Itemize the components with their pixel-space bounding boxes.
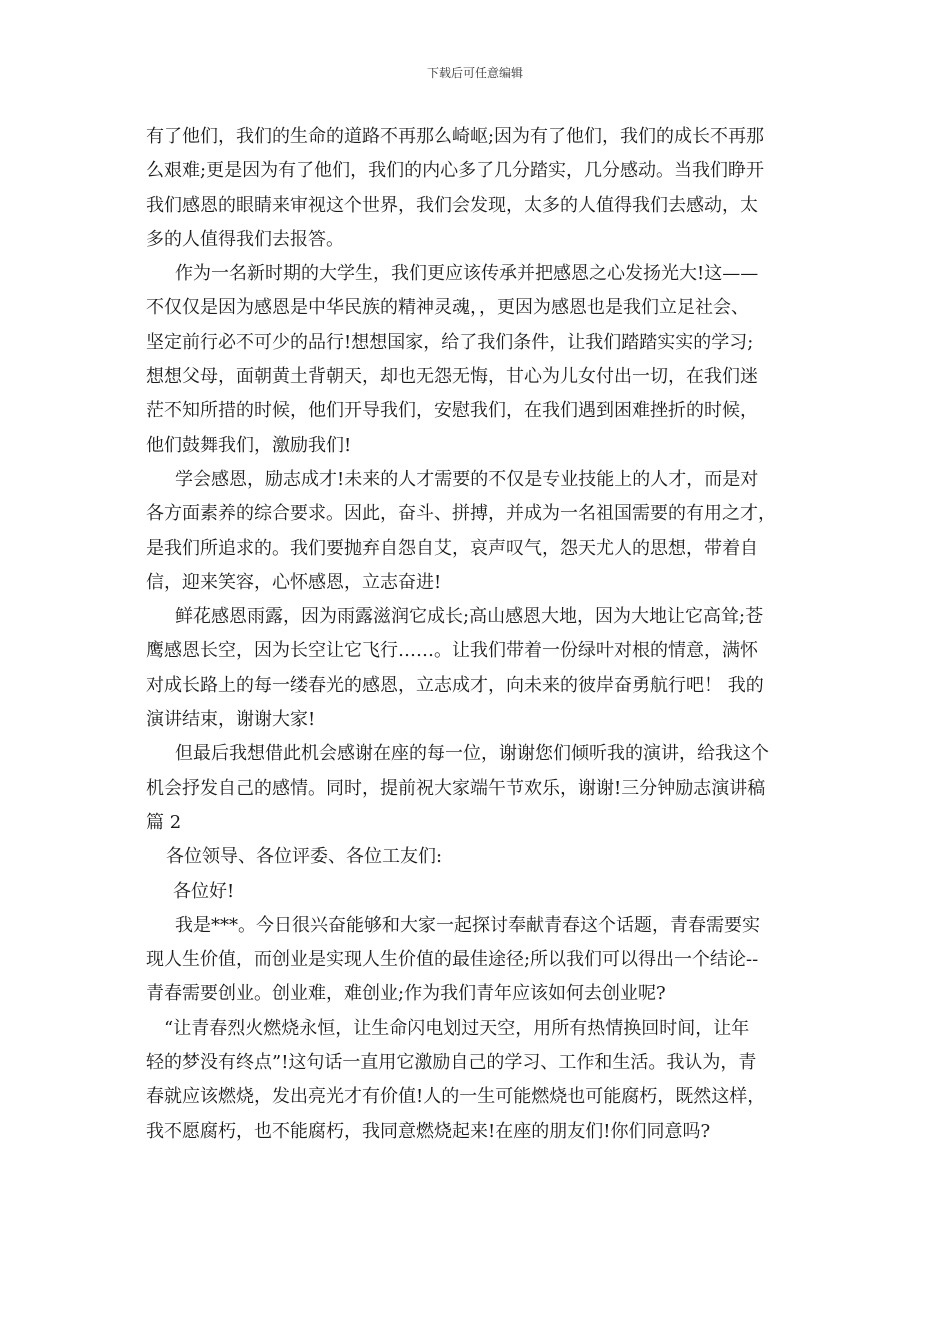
text-line: 各位好! [173, 880, 235, 902]
page-header: 下载后可任意编辑 [426, 66, 523, 80]
text-line: 么艰难;更是因为有了他们，我们的内心多了几分踏实，几分感动。当我们睁开 [146, 160, 765, 182]
text-line: 坚定前行必不可少的品行!想想国家，给了我们条件，让我们踏踏实实的学习; [146, 331, 754, 353]
text-line: 但最后我想借此机会感谢在座的每一位，谢谢您们倾听我的演讲，给我这个 [175, 743, 769, 765]
text-line: 对成长路上的每一缕春光的感恩，立志成才，向未来的彼岸奋勇航行吧！ 我的 [146, 674, 764, 696]
text-line: 多的人值得我们去报答。 [146, 228, 344, 250]
text-line: 作为一名新时期的大学生，我们更应该传承并把感恩之心发扬光大!这—— [175, 263, 759, 285]
text-line: 有了他们，我们的生命的道路不再那么崎岖;因为有了他们，我们的成长不再那 [146, 126, 765, 147]
text-line: 鲜花感恩雨露，因为雨露滋润它成长;高山感恩大地，因为大地让它高耸;苍 [175, 606, 764, 628]
document-body [146, 120, 806, 1149]
text-line: 不仅仅是因为感恩是中华民族的精神灵魂，，更因为感恩也是我们立足社会、 [146, 297, 749, 319]
text-line: 现人生价值，而创业是实现人生价值的最佳途径;所以我们可以得出一个结论-- [146, 949, 759, 971]
text-line: 青春需要创业。创业难，难创业;作为我们青年应该如何去创业呢? [146, 983, 666, 1005]
text-line: 机会抒发自己的感情。同时，提前祝大家端午节欢乐，谢谢!三分钟励志演讲稿 [146, 777, 766, 799]
text-line: 各方面素养的综合要求。因此，奋斗、拼搏，并成为一名祖国需要的有用之才， [146, 503, 776, 525]
text-line: 信，迎来笑容，心怀感恩，立志奋进! [146, 571, 442, 593]
text-line: 篇 2 [146, 811, 182, 833]
text-line: 想想父母，面朝黄土背朝天，却也无怨无悔，甘心为儿女付出一切，在我们迷 [146, 366, 758, 388]
text-line: 各位领导、各位评委、各位工友们: [166, 846, 443, 868]
text-line: “让青春烈火燃烧永恒，让生命闪电划过天空，用所有热情换回时间，让年 [164, 1017, 750, 1039]
text-line: 我不愿腐朽，也不能腐朽，我同意燃烧起来!在座的朋友们!你们同意吗? [146, 1120, 711, 1142]
text-line: 他们鼓舞我们，激励我们! [146, 434, 352, 456]
text-line: 茫不知所措的时候，他们开导我们，安慰我们，在我们遇到困难挫折的时候， [146, 400, 758, 422]
text-line: 演讲结束，谢谢大家! [146, 709, 316, 731]
text-line: 我们感恩的眼睛来审视这个世界，我们会发现，太多的人值得我们去感动，太 [146, 194, 758, 216]
text-line: 春就应该燃烧，发出亮光才有价值!人的一生可能燃烧也可能腐朽，既然这样， [146, 1086, 766, 1108]
text-line: 学会感恩，励志成才!未来的人才需要的不仅是专业技能上的人才，而是对 [175, 468, 759, 490]
text-line: 鹰感恩长空，因为长空让它飞行……。让我们带着一份绿叶对根的情意，满怀 [146, 640, 758, 662]
text-line: 我是***。今日很兴奋能够和大家一起探讨奉献青春这个话题，青春需要实 [175, 914, 760, 936]
text-line: 轻的梦没有终点”!这句话一直用它激励自己的学习、工作和生活。我认为，青 [146, 1052, 757, 1074]
text-line: 是我们所追求的。我们要抛弃自怨自艾，哀声叹气，怨天尤人的思想，带着自 [146, 537, 758, 559]
